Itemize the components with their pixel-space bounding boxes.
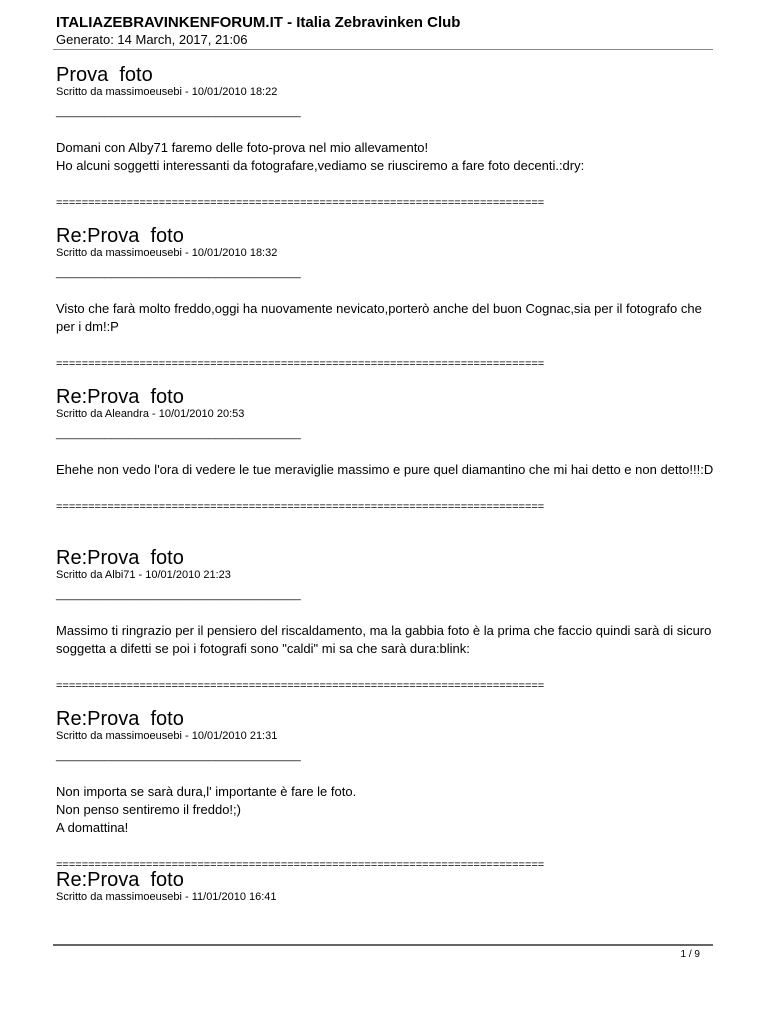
post-meta: Scritto da massimoeusebi - 10/01/2010 18:22 [56, 86, 278, 98]
post-separator: ============================================================================ [56, 358, 545, 370]
forum-post [56, 869, 716, 1030]
post-body [56, 461, 716, 479]
post-title: Re:Prova foto [56, 386, 184, 408]
post-body-line: Massimo ti ringrazio per il pensiero del riscaldamento, ma la gabbia foto è la prima che faccio quindi sarà di sicuro soggetta a difetti se poi i fotografi sono "caldi" mi sa che sarà dura:blink: [56, 623, 715, 656]
post-title: Re:Prova foto [56, 708, 184, 730]
post-title: Re:Prova foto [56, 225, 184, 247]
post-body-line: Non penso sentiremo il freddo!;) [56, 802, 241, 817]
post-body [56, 783, 716, 837]
post-separator: ============================================================================ [56, 680, 545, 692]
post-list [56, 64, 716, 1030]
post-body [56, 139, 716, 175]
meta-underline: ________________________________________ [56, 106, 301, 118]
page-number: 1 / 9 [680, 949, 700, 960]
post-title: Re:Prova foto [56, 547, 184, 569]
post-meta: Scritto da massimoeusebi - 10/01/2010 18:32 [56, 247, 278, 259]
forum-post [56, 708, 716, 869]
post-separator: ============================================================================ [56, 501, 545, 513]
post-body-line: Non importa se sarà dura,l' importante è fare le foto. [56, 784, 357, 799]
forum-post [56, 64, 716, 225]
post-separator: ============================================================================ [56, 197, 545, 209]
meta-underline: ________________________________________ [56, 267, 301, 279]
post-meta: Scritto da Aleandra - 10/01/2010 20:53 [56, 408, 245, 420]
meta-underline: ________________________________________ [56, 428, 301, 440]
post-body-line: Domani con Alby71 faremo delle foto-prova nel mio allevamento! [56, 140, 429, 155]
forum-post [56, 386, 716, 547]
post-body-line: Ho alcuni soggetti interessanti da fotografare,vediamo se riusciremo a fare foto decenti.:dry: [56, 158, 585, 173]
post-body-line: Visto che farà molto freddo,oggi ha nuovamente nevicato,porterò anche del buon Cognac,sia per il fotografo che per i dm!:P [56, 301, 706, 334]
post-body-line: A domattina! [56, 820, 129, 835]
post-body-line: Ehehe non vedo l'ora di vedere le tue meraviglie massimo e pure quel diamantino che mi hai detto e non detto!!!:D [56, 462, 714, 477]
post-meta: Scritto da Albi71 - 10/01/2010 21:23 [56, 569, 231, 581]
document-header [56, 14, 460, 48]
meta-underline: ________________________________________ [56, 589, 301, 601]
forum-post [56, 225, 716, 386]
site-title: ITALIAZEBRAVINKENFORUM.IT - Italia Zebravinken Club [56, 14, 461, 31]
post-body [56, 622, 716, 658]
meta-underline: ________________________________________ [56, 750, 301, 762]
post-title: Re:Prova foto [56, 869, 184, 891]
header-divider [53, 49, 713, 50]
post-meta: Scritto da massimoeusebi - 10/01/2010 21:31 [56, 730, 278, 742]
post-title: Prova foto [56, 64, 153, 86]
post-separator: ============================================================================ [56, 859, 545, 871]
forum-post [56, 547, 716, 708]
generated-date: Generato: 14 March, 2017, 21:06 [56, 32, 248, 47]
post-meta: Scritto da massimoeusebi - 11/01/2010 16:41 [56, 891, 277, 903]
post-body [56, 300, 716, 336]
footer-divider [53, 944, 713, 946]
